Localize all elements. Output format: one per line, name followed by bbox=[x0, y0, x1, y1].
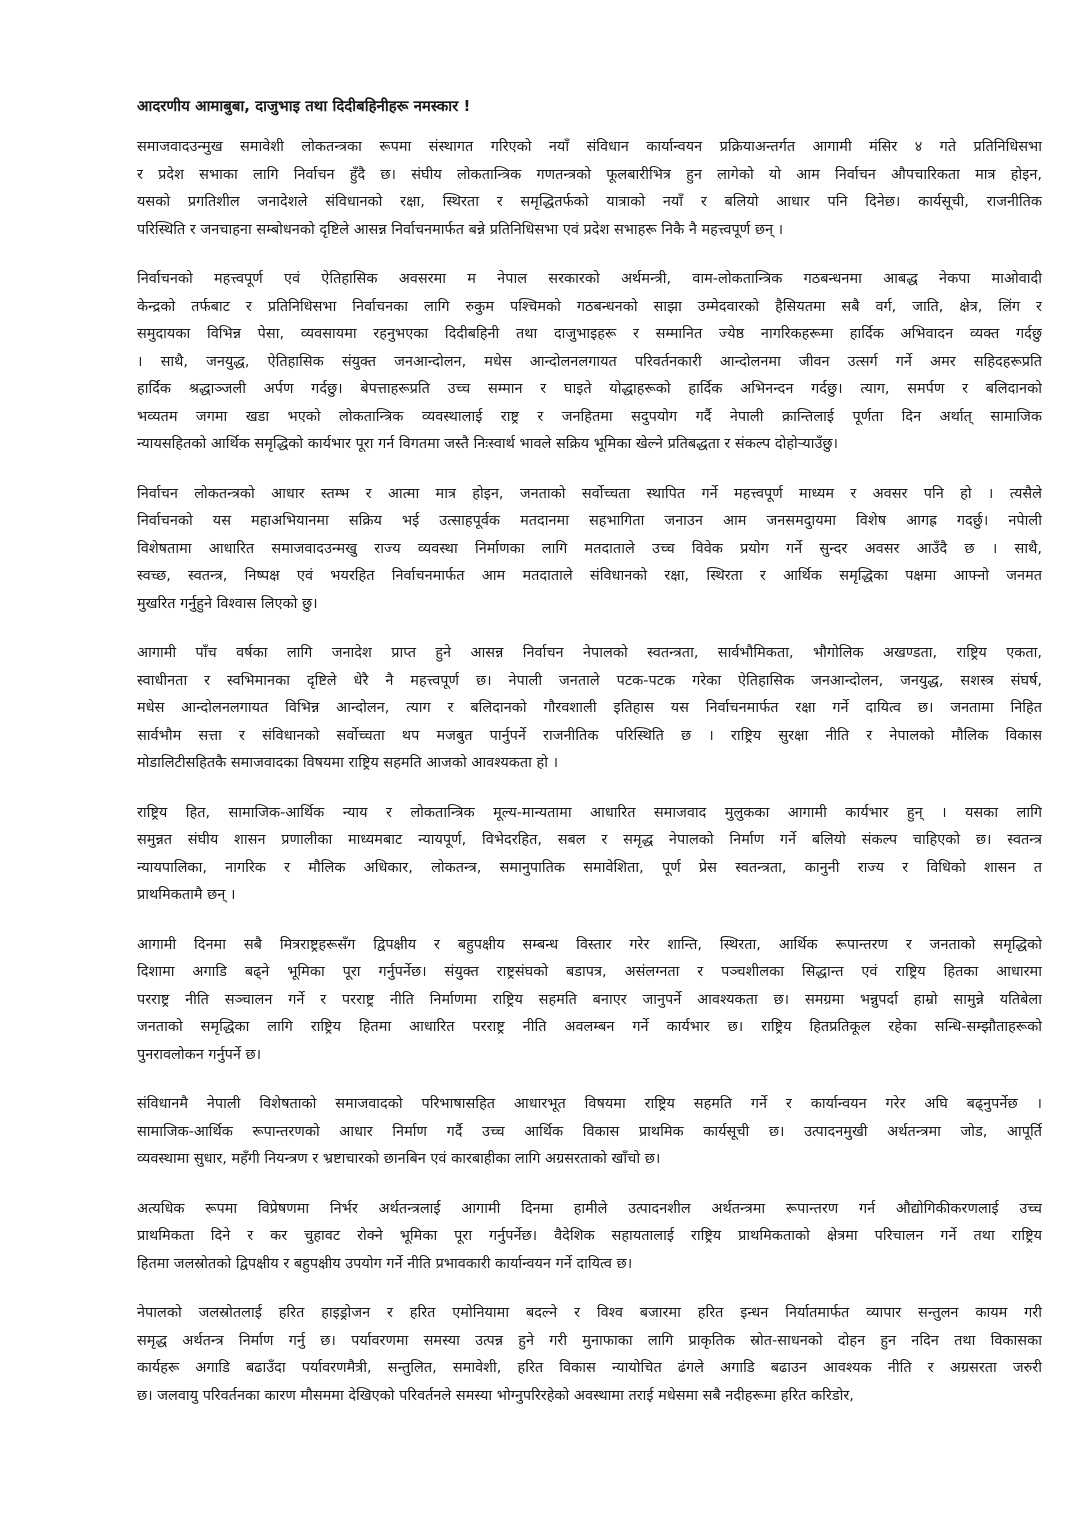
text-line: राष्ट्रिय हित, सामाजिक-आर्थिक न्याय र लोकतान्त्रिक मूल्य-मान्यतामा आधारित समाजवाद मुलुकका आगामी कार्यभार हुन् । यसका लागि bbox=[137, 804, 1042, 821]
paragraph bbox=[137, 932, 1042, 1070]
text-line: मधेस आन्दोलनलगायत विभिन्न आन्दोलन, त्याग र बलिदानको गौरवशाली इतिहास यस निर्वाचनमार्फत रक्षा गर्ने दायित्व छ। जनतामा निहित bbox=[137, 700, 1042, 716]
paragraph bbox=[137, 1300, 1042, 1410]
paragraph bbox=[137, 1196, 1042, 1279]
text-line: । साथै, जनयुद्ध, ऐतिहासिक संयुक्त जनआन्दोलन, मधेस आन्दोलनलगायत परिवर्तनकारी आन्दोलनमा जीवन उत्सर्ग गर्ने अमर सहिदहरूप्रति bbox=[137, 353, 1042, 370]
text-line: हितमा जलस्रोतको द्विपक्षीय र बहुपक्षीय उपयोग गर्ने नीति प्रभावकारी कार्यान्वयन गर्ने दायित्व छ। bbox=[137, 1255, 633, 1272]
text-line: जनताको समृद्धिका लागि राष्ट्रिय हितमा आधारित परराष्ट्र नीति अवलम्बन गर्ने कार्यभार छ। राष्ट्रिय हितप्रतिकूल रहेका सन्धि-सम्झौताहरूको bbox=[137, 1019, 1042, 1035]
text-line: दिशामा अगाडि बढ्ने भूमिका पूरा गर्नुपर्नेछ। संयुक्त राष्ट्रसंघको बडापत्र, असंलग्नता र पञ्चशीलका सिद्धान्त एवं राष्ट्रिय हितका आधारमा bbox=[137, 964, 1042, 980]
paragraph bbox=[137, 134, 1042, 244]
document-body bbox=[137, 134, 1042, 1410]
text-line: भव्यतम जगमा खडा भएको लोकतान्त्रिक व्यवस्थालाई राष्ट्र र जनहितमा सदुपयोग गर्दै नेपाली क्रान्तिलाई पूर्णता दिन अर्थात् सामाजिक bbox=[137, 408, 1042, 425]
text-line: आगामी पाँच वर्षका लागि जनादेश प्राप्त हुने आसन्न निर्वाचन नेपालको स्वतन्त्रता, सार्वभौमिकता, भौगोलिक अखण्डता, राष्ट्रिय एकता, bbox=[137, 645, 1042, 661]
text-line: सामाजिक-आर्थिक रूपान्तरणको आधार निर्माण गर्दै उच्च आर्थिक विकास प्राथमिक कार्यसूची छ। उत्पादनमुखी अर्थतन्त्रमा जोड, आपूर्ति bbox=[137, 1123, 1042, 1140]
text-line: नेपालको जलस्रोतलाई हरित हाइड्रोजन र हरित एमोनियामा बदल्ने र विश्व बजारमा हरित इन्धन निर्यातमार्फत व्यापार सन्तुलन कायम गरी bbox=[137, 1305, 1042, 1321]
text-line: छ। जलवायु परिवर्तनका कारण मौसममा देखिएको परिवर्तनले समस्या भोग्नुपरिरहेको अवस्थामा तराई मधेसमा सबै नदीहरूमा हरित करिडोर, bbox=[137, 1387, 854, 1404]
text-line: हार्दिक श्रद्धाञ्जली अर्पण गर्दछु। बेपत्ताहरूप्रति उच्च सम्मान र घाइते योद्धाहरूको हार्दिक अभिनन्दन गर्दछु। त्याग, समर्पण र बलिदानको bbox=[137, 381, 1042, 397]
text-line: व्यवस्थामा सुधार, महँगी नियन्त्रण र भ्रष्टाचारको छानबिन एवं कारबाहीका लागि अग्रसरताको खाँचो छ। bbox=[137, 1151, 661, 1167]
text-line: न्यायसहितको आर्थिक समृद्धिको कार्यभार पूरा गर्न विगतमा जस्तै निःस्वार्थ भावले सक्रिय भूमिका खेल्ने प्रतिबद्धता र संकल्प दोहोर्‍याउँछु। bbox=[137, 436, 839, 452]
text-line: स्वाधीनता र स्वभिमानका दृष्टिले धेरै नै महत्त्वपूर्ण छ। नेपाली जनताले पटक-पटक गरेका ऐतिहासिक जनआन्दोलन, जनयुद्ध, सशस्त्र संघर्ष, bbox=[137, 672, 1042, 689]
text-line: परिस्थिति र जनचाहना सम्बोधनको दृष्टिले आसन्न निर्वाचनमार्फत बन्ने प्रतिनिधिसभा एवं प्रदेश सभाहरू निकै नै महत्त्वपूर्ण छन् । bbox=[137, 221, 784, 238]
text-line: निर्वाचनको महत्त्वपूर्ण एवं ऐतिहासिक अवसरमा म नेपाल सरकारको अर्थमन्त्री, वाम-लोकतान्त्रिक गठबन्धनमा आबद्ध नेकपा माओवादी bbox=[137, 271, 1042, 287]
text-line: संविधानमै नेपाली विशेषताको समाजवादको परिभाषासहित आधारभूत विषयमा राष्ट्रिय सहमति गर्ने र कार्यान्वयन गरेर अघि बढ्नुपर्नेछ । bbox=[137, 1096, 1042, 1112]
text-line: परराष्ट्र नीति सञ्चालन गर्ने र परराष्ट्र नीति निर्माणमा राष्ट्रिय सहमति बनाएर जानुपर्ने आवश्यकता छ। समग्रमा भन्नुपर्दा हाम्रो सामुन्ने यतिबेला bbox=[137, 991, 1042, 1008]
text-line: र प्रदेश सभाका लागि निर्वाचन हुँदै छ। संघीय लोकतान्त्रिक गणतन्त्रको फूलबारीभित्र हुन लागेको यो आम निर्वाचन औपचारिकता मात्र होइन, bbox=[137, 166, 1042, 183]
text-line: आगामी दिनमा सबै मित्रराष्ट्रहरूसँग द्विपक्षीय र बहुपक्षीय सम्बन्ध विस्तार गरेर शान्ति, स्थिरता, आर्थिक रूपान्तरण र जनताको समृद्धिको bbox=[137, 936, 1042, 953]
text-line: यसको प्रगतिशील जनादेशले संविधानको रक्षा, स्थिरता र समृद्धितर्फको यात्राको नयाँ र बलियो आधार पनि दिनेछ। कार्यसूची, राजनीतिक bbox=[137, 194, 1042, 210]
paragraph bbox=[137, 800, 1042, 910]
text-line: केन्द्रको तर्फबाट र प्रतिनिधिसभा निर्वाचनका लागि रुकुम पश्चिमको गठबन्धनको साझा उम्मेदवारको हैसियतमा सबै वर्ग, जाति, क्षेत्र, लिंग र bbox=[137, 298, 1042, 315]
text-line: निर्वाचनको यस महाअभियानमा सक्रिय भई उत्साहपूर्वक मतदानमा सहभागिता जनाउन आम जनसमदुायमा विशेष आगह्र गदर्छु। नपेाली bbox=[137, 513, 1042, 529]
text-line: समुदायका विभिन्न पेसा, व्यवसायमा रहनुभएका दिदीबहिनी तथा दाजुभाइहरू र सम्मानित ज्येष्ठ नागरिकहरूमा हार्दिक अभिवादन व्यक्त गर्दछु bbox=[137, 326, 1042, 342]
text-line: अत्यधिक रूपमा विप्रेषणमा निर्भर अर्थतन्त्रलाई आगामी दिनमा हामीले उत्पादनशील अर्थतन्त्रमा रूपान्तरण गर्न औद्योगिकीकरणलाई उच्च bbox=[137, 1200, 1042, 1217]
text-line: समाजवादउन्मुख समावेशी लोकतन्त्रका रूपमा संस्थागत गरिएको नयाँ संविधान कार्यान्वयन प्रक्रियाअन्तर्गत आगामी मंसिर ४ गते प्रतिनिधिसभा bbox=[137, 139, 1042, 155]
text-line: मोडालिटीसहितकै समाजवादका विषयमा राष्ट्रिय सहमति आजको आवश्यकता हो । bbox=[137, 755, 559, 771]
text-line: प्राथमिकता दिने र कर चुहावट रोक्ने भूमिका पूरा गर्नुपर्नेछ। वैदेशिक सहायतालाई राष्ट्रिय प्राथमिकताको क्षेत्रमा परिचालन गर्ने तथा राष्ट्रिय bbox=[137, 1228, 1042, 1244]
text-line: स्वच्छ, स्वतन्त्र, निष्पक्ष एवं भयरहित निर्वाचनमार्फत आम मतदाताले संविधानको रक्षा, स्थिरता र आर्थिक समृद्धिका पक्षमा आफ्नो जनमत bbox=[137, 568, 1042, 584]
text-line: समृद्ध अर्थतन्त्र निर्माण गर्नु छ। पर्यावरणमा समस्या उत्पन्न हुने गरी मुनाफाका लागि प्राकृतिक स्रोत-साधनको दोहन हुन नदिन तथा विकासका bbox=[137, 1332, 1042, 1349]
greeting-heading: आदरणीय आमाबुबा, दाजुभाइ तथा दिदीबहिनीहरू नमस्कार ! bbox=[137, 97, 471, 115]
paragraph bbox=[137, 1091, 1042, 1174]
text-line: कार्यहरू अगाडि बढाउँदा पर्यावरणमैत्री, सन्तुलित, समावेशी, हरित विकास न्यायोचित ढंगले अगाडि बढाउन आवश्यक नीति र अग्रसरता जरुरी bbox=[137, 1360, 1042, 1376]
text-line: विशेषतामा आधारित समाजवादउन्मखु राज्य व्यवस्था निर्माणका लागि मतदाताले उच्च विवेक प्रयोग गर्ने सुन्दर अवसर आउँदै छ । साथै, bbox=[137, 540, 1042, 557]
paragraph bbox=[137, 266, 1042, 459]
paragraph bbox=[137, 640, 1042, 778]
text-line: पुनरावलोकन गर्नुपर्ने छ। bbox=[137, 1046, 262, 1063]
text-line: प्राथमिकतामै छन् । bbox=[137, 887, 236, 903]
text-line: सार्वभौम सत्ता र संविधानको सर्वोच्चता थप मजबुत पार्नुपर्ने राजनीतिक परिस्थिति छ । राष्ट्रिय सुरक्षा नीति र नेपालको मौलिक विकास bbox=[137, 727, 1042, 744]
text-line: मुखरित गर्नुहुने विश्वास लिएको छु। bbox=[137, 595, 318, 612]
text-line: निर्वाचन लोकतन्त्रको आधार स्तम्भ र आत्मा मात्र होइन, जनताको सर्वोच्चता स्थापित गर्ने महत्त्वपूर्ण माध्यम र अवसर पनि हो । त्यसैले bbox=[137, 485, 1042, 502]
paragraph bbox=[137, 481, 1042, 619]
document-page bbox=[137, 92, 1042, 1432]
text-line: न्यायपालिका, नागरिक र मौलिक अधिकार, लोकतन्त्र, समानुपातिक समावेशिता, पूर्ण प्रेस स्वतन्त्रता, कानुनी राज्य र विधिको शासन त bbox=[137, 859, 1042, 876]
text-line: समुन्नत संघीय शासन प्रणालीका माध्यमबाट न्यायपूर्ण, विभेदरहित, सबल र समृद्ध नेपालको निर्माण गर्ने बलियो संकल्प चाहिएको छ। स्वतन्त्र bbox=[137, 832, 1042, 848]
